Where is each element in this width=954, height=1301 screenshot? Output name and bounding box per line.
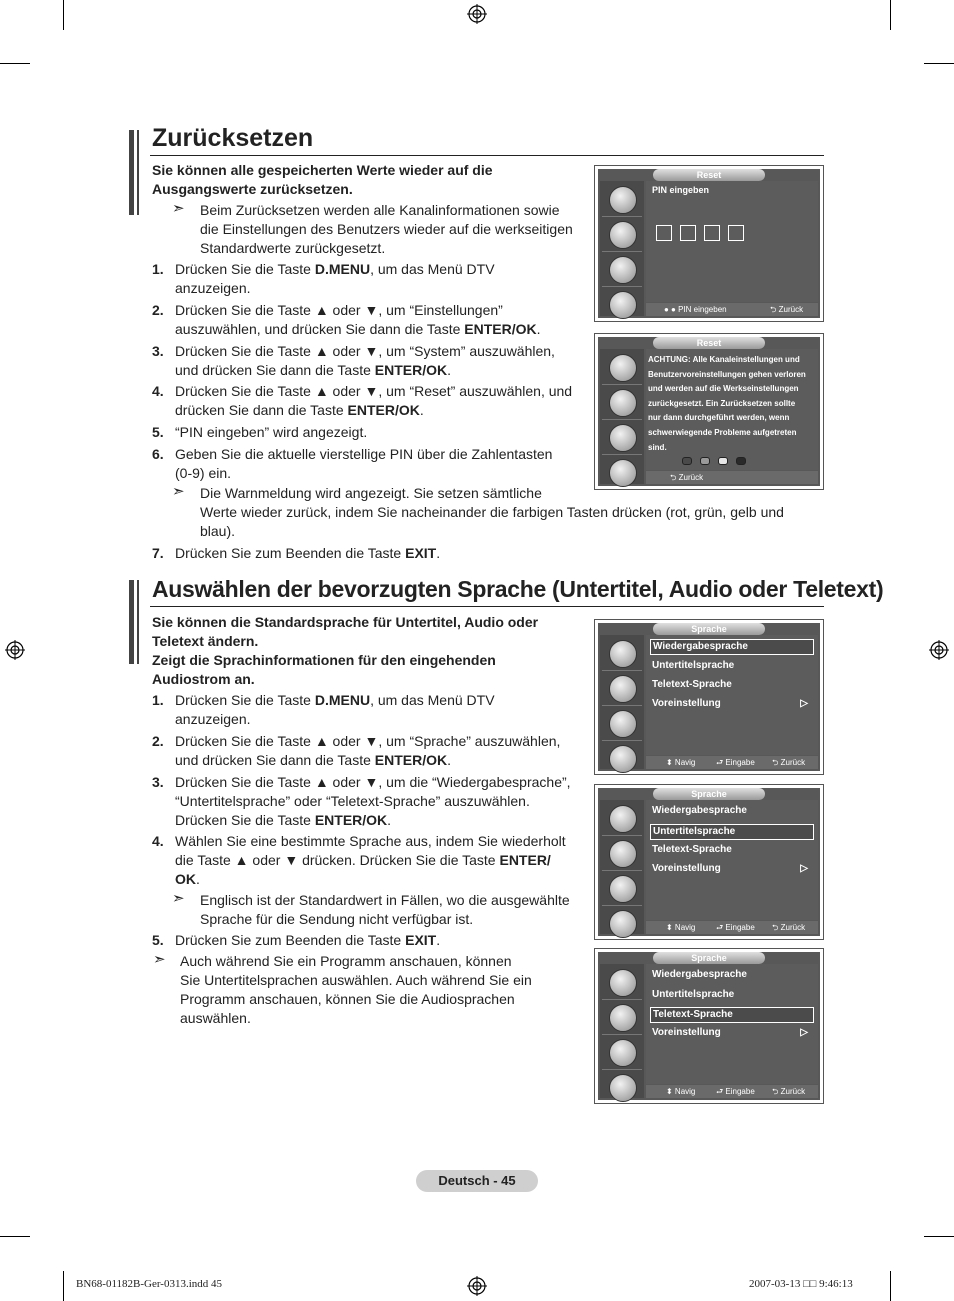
- section-bar: [129, 580, 134, 664]
- step-text: “Untertitelsprache” oder “Teletext-Sprache” auszuwählen.: [175, 793, 530, 809]
- registration-mark-icon: [467, 1276, 487, 1296]
- step-number: 3.: [152, 774, 164, 790]
- step-text: Drücken Sie die Taste ▲ oder ▼, um “Sprache” auszuwählen,: [175, 733, 561, 749]
- step-text: Drücken Sie die Taste ▲ oder ▼, um “Reset” auszuwählen, und: [175, 383, 573, 399]
- pin-digit-box[interactable]: [680, 225, 696, 241]
- section-heading: Auswählen der bevorzugten Sprache (Untertitel, Audio oder Teletext): [152, 576, 884, 602]
- picture-menu-icon: [609, 186, 637, 214]
- intro-text: Zeigt die Sprachinformationen für den eingehenden: [152, 652, 496, 668]
- note-arrow-icon: ➣: [172, 200, 185, 217]
- registration-mark-icon: [467, 4, 487, 24]
- crop-mark: [0, 1236, 30, 1237]
- menu-item-subtitle-language[interactable]: Untertitelsprache: [650, 824, 814, 840]
- input-menu-icon: [609, 745, 637, 773]
- setup-menu-icon: [609, 424, 637, 452]
- note-text: Englisch ist der Standardwert in Fällen, wo die ausgewählte: [200, 892, 570, 908]
- back-hint: ⮌ Zurück: [770, 305, 804, 314]
- registration-mark-icon: [929, 640, 949, 660]
- enter-hint: ⮐ Eingabe: [716, 758, 755, 767]
- screen-footer: [646, 303, 818, 316]
- crop-mark: [0, 63, 30, 64]
- note-text: Werte wieder zurück, indem Sie nacheinander die farbigen Tasten drücken (rot, grün, gelb und: [200, 504, 784, 520]
- picture-menu-icon: [609, 640, 637, 668]
- menu-item-playback-language[interactable]: Wiedergabesprache: [650, 639, 814, 655]
- navigate-hint: ⬍ Navig: [666, 1087, 696, 1096]
- crop-mark: [63, 1271, 64, 1301]
- step-text: die Taste ▲ oder ▼ drücken. Drücken Sie die Taste ENTER/: [175, 852, 551, 868]
- print-date-info: 2007-03-13 □□ 9:46:13: [749, 1278, 853, 1290]
- intro-text: Teletext ändern.: [152, 633, 259, 649]
- navigate-hint: ⬍ Navig: [666, 923, 696, 932]
- menu-item-teletext-language[interactable]: Teletext-Sprache: [652, 844, 732, 855]
- heading-rule: [150, 606, 824, 607]
- step-number: 4.: [152, 383, 164, 399]
- color-key-dot: [700, 457, 710, 465]
- step-text: Drücken Sie die Taste ENTER/OK.: [175, 812, 392, 828]
- intro-text: Sie können alle gespeicherten Werte wieder auf die: [152, 162, 493, 178]
- color-key-dot: [736, 457, 746, 465]
- tv-screen-reset-pin: [594, 165, 824, 322]
- menu-item-preference[interactable]: Voreinstellung ▷: [652, 698, 808, 709]
- step-text: Drücken Sie zum Beenden die Taste EXIT.: [175, 932, 441, 948]
- screen-content: [646, 800, 818, 920]
- sound-menu-icon: [609, 221, 637, 249]
- note-text: blau).: [200, 523, 236, 539]
- screen-footer: [646, 1085, 818, 1098]
- pin-digit-box[interactable]: [704, 225, 720, 241]
- screen-footer: [646, 921, 818, 934]
- navigate-hint: ⬍ Navig: [666, 758, 696, 767]
- sound-menu-icon: [609, 675, 637, 703]
- input-menu-icon: [609, 459, 637, 487]
- step-text: anzuzeigen.: [175, 280, 251, 296]
- registration-mark-icon: [5, 640, 25, 660]
- screen-title: Sprache: [653, 788, 765, 800]
- pin-label: PIN eingeben: [652, 185, 710, 195]
- print-file-info: BN68-01182B-Ger-0313.indd 45: [76, 1278, 223, 1290]
- step-number: 4.: [152, 833, 164, 849]
- submenu-arrow-icon: ▷: [800, 1027, 808, 1038]
- menu-item-subtitle-language[interactable]: Untertitelsprache: [652, 660, 735, 671]
- menu-sidebar: [600, 181, 644, 316]
- step-text: und drücken Sie dann die Taste ENTER/OK.: [175, 752, 452, 768]
- note-text: die Einstellungen des Benutzers wieder auf die werkseitigen: [200, 221, 573, 237]
- color-key-dot: [718, 457, 728, 465]
- picture-menu-icon: [609, 805, 637, 833]
- screen-title: Sprache: [653, 952, 765, 964]
- picture-menu-icon: [609, 354, 637, 382]
- sound-menu-icon: [609, 840, 637, 868]
- setup-menu-icon: [609, 710, 637, 738]
- note-arrow-icon: ➣: [172, 890, 185, 907]
- step-text: und drücken Sie dann die Taste ENTER/OK.: [175, 362, 452, 378]
- input-menu-icon: [609, 1074, 637, 1102]
- crop-mark: [890, 0, 891, 30]
- menu-sidebar: [600, 635, 644, 769]
- back-hint: ⮌ Zurück: [772, 1087, 806, 1096]
- step-number: 6.: [152, 446, 164, 462]
- setup-menu-icon: [609, 1039, 637, 1067]
- step-number: 5.: [152, 932, 164, 948]
- pin-hint: ● ● PIN eingeben: [664, 305, 727, 314]
- page-number-badge: Deutsch - 45: [416, 1170, 538, 1192]
- section-bar: [137, 580, 139, 664]
- submenu-arrow-icon: ▷: [800, 863, 808, 874]
- step-number: 7.: [152, 545, 164, 561]
- menu-item-preference[interactable]: Voreinstellung ▷: [652, 1027, 808, 1038]
- tv-screen-reset-warning: [594, 333, 824, 490]
- step-number: 2.: [152, 302, 164, 318]
- step-text: Drücken Sie die Taste D.MENU, um das Menü DTV: [175, 692, 495, 708]
- note-arrow-icon: ➣: [172, 483, 185, 500]
- step-text: “PIN eingeben” wird angezeigt.: [175, 424, 368, 440]
- crop-mark: [890, 1271, 891, 1301]
- section-bar: [129, 130, 134, 215]
- enter-hint: ⮐ Eingabe: [716, 1087, 755, 1096]
- setup-menu-icon: [609, 875, 637, 903]
- pin-digit-box[interactable]: [656, 225, 672, 241]
- sound-menu-icon: [609, 1004, 637, 1032]
- step-number: 1.: [152, 692, 164, 708]
- crop-mark: [924, 1236, 954, 1237]
- note-text: Die Warnmeldung wird angezeigt. Sie setzen sämtliche: [200, 485, 542, 501]
- menu-sidebar: [600, 349, 644, 484]
- step-text: Drücken Sie die Taste D.MENU, um das Menü DTV: [175, 261, 495, 277]
- crop-mark: [924, 63, 954, 64]
- screen-title: Reset: [653, 169, 765, 181]
- section-heading: Zurücksetzen: [152, 124, 314, 152]
- tv-screen-language-1: [594, 619, 824, 775]
- screen-footer: [646, 756, 818, 769]
- note-text: Beim Zurücksetzen werden alle Kanalinformationen sowie: [200, 202, 560, 218]
- step-text: Drücken Sie zum Beenden die Taste EXIT.: [175, 545, 441, 561]
- screen-title: Reset: [653, 337, 765, 349]
- intro-text: Ausgangswerte zurücksetzen.: [152, 181, 353, 197]
- note-text: Auch während Sie ein Programm anschauen, können: [180, 953, 512, 969]
- menu-item-subtitle-language[interactable]: Untertitelsprache: [652, 989, 735, 1000]
- screen-content: [646, 635, 818, 755]
- menu-sidebar: [600, 800, 644, 934]
- intro-text: Audiostrom an.: [152, 671, 255, 687]
- menu-item-teletext-language[interactable]: Teletext-Sprache: [652, 679, 732, 690]
- menu-item-teletext-language[interactable]: Teletext-Sprache: [650, 1007, 814, 1023]
- screen-content: [646, 964, 818, 1084]
- picture-menu-icon: [609, 969, 637, 997]
- step-text: Geben Sie die aktuelle vierstellige PIN über die Zahlentasten: [175, 446, 553, 462]
- back-hint: ⮌ Zurück: [772, 758, 806, 767]
- intro-text: Sie können die Standardsprache für Untertitel, Audio oder: [152, 614, 539, 630]
- screen-content: [646, 181, 818, 302]
- section-bar: [137, 130, 139, 215]
- submenu-arrow-icon: ▷: [800, 698, 808, 709]
- setup-menu-icon: [609, 256, 637, 284]
- tv-screen-language-2: [594, 784, 824, 940]
- menu-item-preference[interactable]: Voreinstellung ▷: [652, 863, 808, 874]
- input-menu-icon: [609, 910, 637, 938]
- note-text: Sie Untertitelsprachen auswählen. Auch während Sie ein: [180, 972, 532, 988]
- note-text: Sprache für die Sendung nicht verfügbar ist.: [200, 911, 474, 927]
- note-arrow-icon: ➣: [153, 951, 166, 968]
- step-text: Wählen Sie eine bestimmte Sprache aus, indem Sie wiederholt: [175, 833, 566, 849]
- note-text: auswählen.: [180, 1010, 251, 1026]
- back-hint: ⮌ Zurück: [670, 473, 704, 482]
- screen-title: Sprache: [653, 623, 765, 635]
- step-number: 5.: [152, 424, 164, 440]
- crop-mark: [63, 0, 64, 30]
- enter-hint: ⮐ Eingabe: [716, 923, 755, 932]
- color-key-dot: [682, 457, 692, 465]
- screen-content: [646, 349, 818, 470]
- note-text: Standardwerte zurückgesetzt.: [200, 240, 386, 256]
- sound-menu-icon: [609, 389, 637, 417]
- note-text: Programm anschauen, können Sie die Audiosprachen: [180, 991, 515, 1007]
- heading-rule: [150, 155, 824, 156]
- step-text: Drücken Sie die Taste ▲ oder ▼, um “System” auszuwählen,: [175, 343, 555, 359]
- step-text: drücken Sie dann die Taste ENTER/OK.: [175, 402, 424, 418]
- step-number: 2.: [152, 733, 164, 749]
- warning-text: ACHTUNG: Alle Kanaleinstellungen und Benutzervoreinstellungen gehen verloren und werden auf die Werkseinstellungen zurückgesetzt. Ein Zurücksetzen sollte nur dann durchgeführt werden, wenn schwerwiegende Probleme aufgetreten sind.: [648, 355, 806, 452]
- step-text: auszuwählen, und drücken Sie dann die Taste ENTER/OK.: [175, 321, 541, 337]
- step-text: Drücken Sie die Taste ▲ oder ▼, um die “Wiedergabesprache”,: [175, 774, 571, 790]
- tv-screen-language-3: [594, 948, 824, 1104]
- step-number: 3.: [152, 343, 164, 359]
- step-number: 1.: [152, 261, 164, 277]
- step-text: (0-9) ein.: [175, 465, 232, 481]
- menu-item-playback-language[interactable]: Wiedergabesprache: [652, 969, 747, 980]
- menu-sidebar: [600, 964, 644, 1098]
- pin-digit-box[interactable]: [728, 225, 744, 241]
- step-text: Drücken Sie die Taste ▲ oder ▼, um “Einstellungen”: [175, 302, 503, 318]
- back-hint: ⮌ Zurück: [772, 923, 806, 932]
- step-text: anzuzeigen.: [175, 711, 251, 727]
- step-text: OK.: [175, 871, 200, 887]
- menu-item-playback-language[interactable]: Wiedergabesprache: [652, 805, 747, 816]
- screen-footer: [646, 471, 818, 484]
- input-menu-icon: [609, 291, 637, 319]
